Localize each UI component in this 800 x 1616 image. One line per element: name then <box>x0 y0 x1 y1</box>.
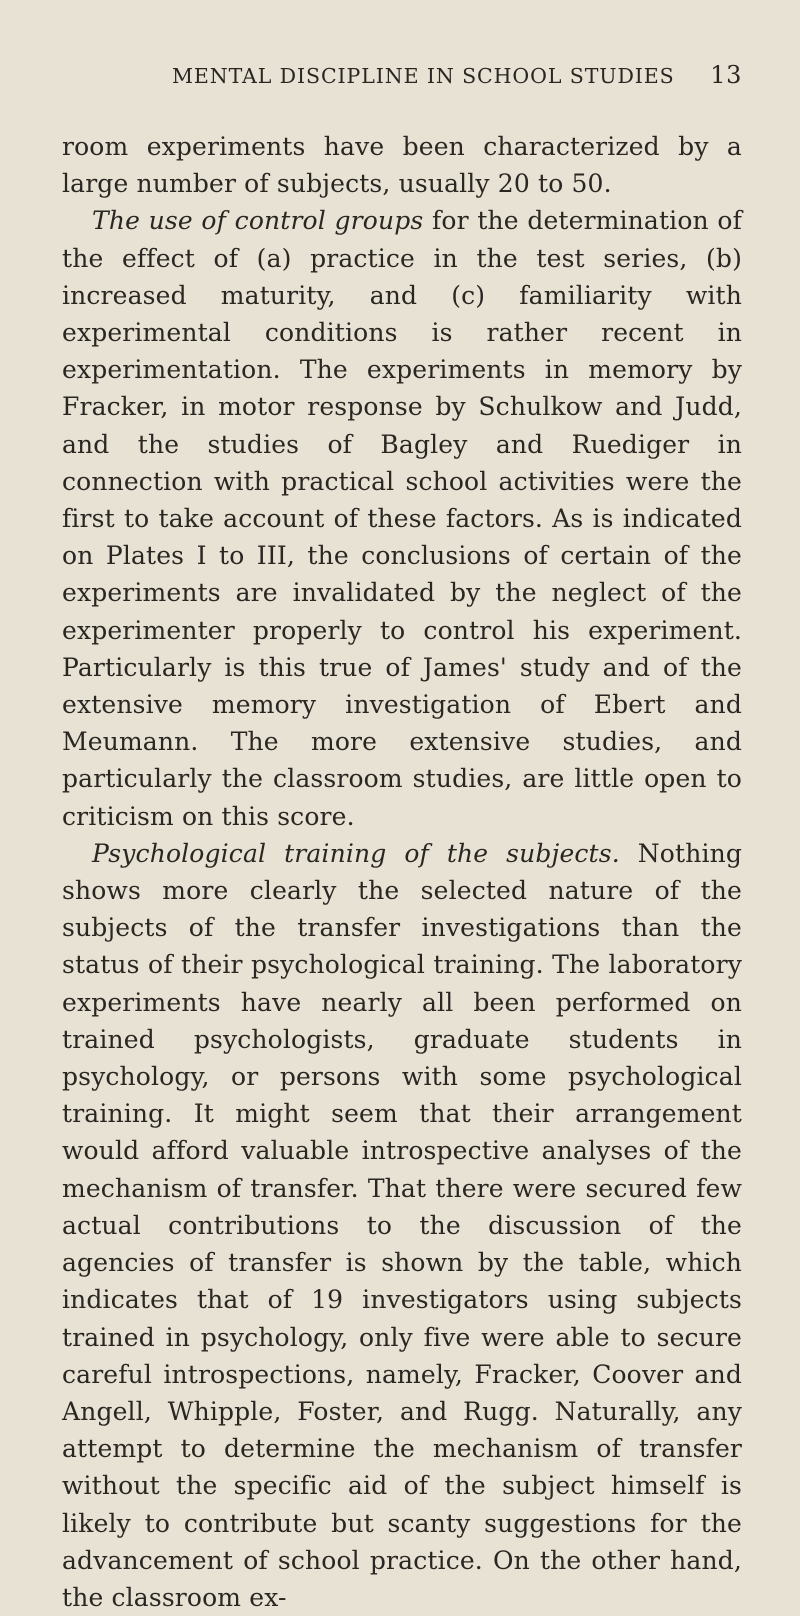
paragraph-control-groups <box>62 202 742 834</box>
paragraph-text: Nothing shows more clearly the selected nature of the subjects of the transfer investigations than the status of their psychological training. The laboratory experiments have nearly all been performed on trained psychologists, graduate students in psychology, or persons with some psychological training. It might seem that their arrangement would afford valuable introspective analyses of the mechanism of transfer. That there were secured few actual contributions to the discussion of the agencies of transfer is shown by the table, which indicates that of 19 investigators using subjects trained in psychology, only five were able to secure careful introspections, namely, Fracker, Coover and Angell, Whipple, Foster, and Rugg. Naturally, any attempt to determine the mechanism of transfer without the specific aid of the subject himself is likely to contribute but scanty suggestions for the advancement of school practice. On the other hand, the classroom ex- <box>62 838 742 1612</box>
running-head-title: MENTAL DISCIPLINE IN SCHOOL STUDIES <box>172 64 675 88</box>
paragraph-lead-italic: Psychological training of the subjects. <box>92 838 620 868</box>
paragraph-text: for the determination of the effect of (a) practice in the test series, (b) increased maturity, and (c) familiarity with experimental conditions is rather recent in experimentation. The experiments in memory by Fracker, in motor response by Schulkow and Judd, and the studies of Bagley and Ruediger in connection with practical school activities were the first to take account of these factors. As is indicated on Plates I to III, the conclusions of certain of the experiments are invalidated by the neglect of the experimenter properly to control his experiment. Particularly is this true of James' study and of the extensive memory investigation of Ebert and Meumann. The more extensive studies, and particularly the classroom studies, are little open to criticism on this score. <box>62 206 742 831</box>
running-head <box>172 61 742 96</box>
paragraph-psychological-training <box>62 835 742 1616</box>
page-number: 13 <box>710 61 742 89</box>
body-text <box>62 128 742 1616</box>
paragraph-lead-italic: The use of control groups <box>92 206 424 236</box>
paragraph-text: room experiments have been characterized by a large number of subjects, usually 20 to 50. <box>62 132 742 199</box>
paragraph-continuation <box>62 128 742 202</box>
